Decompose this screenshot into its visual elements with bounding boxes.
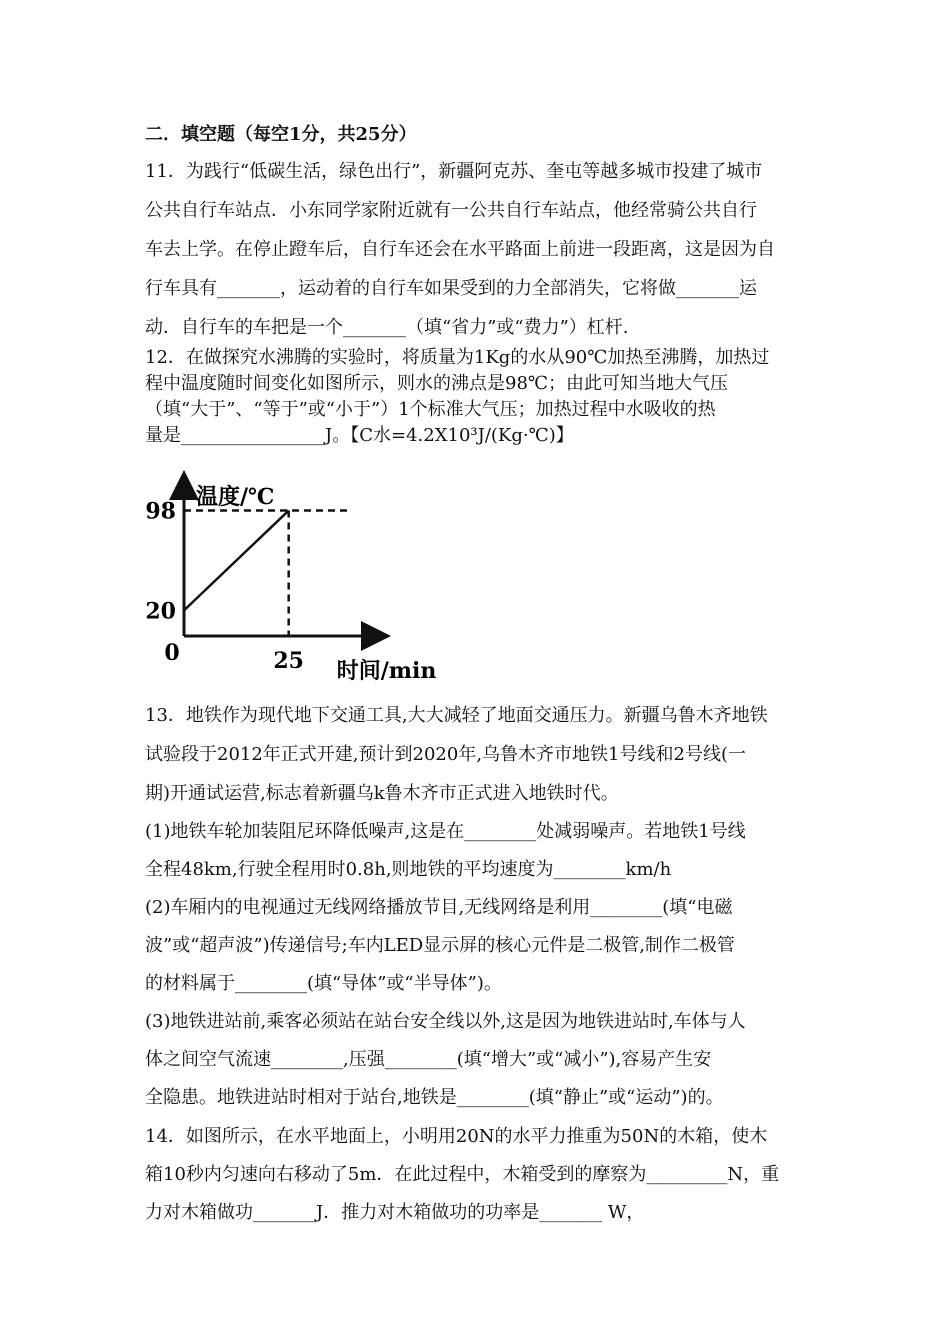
q11-line: 动．自行车的车把是一个_______（填“省力”或“费力”）杠杆. [145,317,629,338]
y-tick-label: 98 [145,498,176,525]
q12-line: 程中温度随时间变化如图所示，则水的沸点是98℃；由此可知当地大气压 [145,373,729,394]
q14-line: 力对木箱做功_______J．推力对木箱做功的功率是_______ W， [145,1202,645,1223]
q12-line: 量是________________J。【C水=4.2X10³J/(Kg·℃)】 [145,425,574,446]
q13-line: 体之间空气流速________,压强________(填“增大”或“减小”),容易产生安 [145,1049,712,1070]
y-axis-label: 温度/℃ [196,484,275,510]
x-axis-label: 时间/min [336,658,437,684]
y-tick-label: 20 [145,598,176,625]
q13-line: 全隐患。地铁进站时相对于站台,地铁是________(填“静止”或“运动”)的。 [145,1087,724,1108]
q13-line: (1)地铁车轮加装阻尼环降低噪声,这是在________处减弱噪声。若地铁1号线 [145,821,746,842]
q13-line: 试验段于2012年正式开建,预计到2020年,乌鲁木齐市地铁1号线和2号线(一 [145,744,746,765]
temperature-time-chart [140,468,437,688]
q13-line: (2)车厢内的电视通过无线网络播放节目,无线网络是利用________(填“电磁 [145,897,733,918]
q14-line: 14．如图所示，在水平地面上，小明用20N的水平力推重为50N的木箱，使木 [145,1126,768,1147]
q12-line: （填“大于”、“等于”或“小于”）1个标准大气压；加热过程中水吸收的热 [145,399,716,420]
q12-line: 12．在做探究水沸腾的实验时，将质量为1Kg的水从90℃加热至沸腾，加热过 [145,347,770,368]
q11-line: 公共自行车站点．小东同学家附近就有一公共自行车站点，他经常骑公共自行 [145,200,757,221]
x-tick-label: 0 [164,640,180,666]
section-title: 二．填空题（每空1分，共25分） [145,124,417,145]
series-line-heating [184,511,289,611]
q11-line: 11．为践行“低碳生活，绿色出行”，新疆阿克苏、奎屯等越多城市投建了城市 [145,161,763,182]
q13-line: 全程48km,行驶全程用时0.8h,则地铁的平均速度为________km/h [145,859,672,880]
q13-line: (3)地铁进站前,乘客必须站在站台安全线以外,这是因为地铁进站时,车体与人 [145,1011,746,1032]
x-tick-label: 25 [273,648,304,674]
q11-line: 车去上学。在停止蹬车后，自行车还会在水平路面上前进一段距离，这是因为自 [145,239,775,260]
q13-line: 的材料属于________(填“导体”或“半导体”)。 [145,973,502,994]
series [184,511,289,611]
q13-line: 期)开通试运营,标志着新疆乌k鲁木齐市正式进入地铁时代。 [145,783,619,804]
tick-labels [145,499,304,674]
q11-line: 行车具有_______，运动着的自行车如果受到的力全部消失，它将做_______运 [145,278,757,299]
q13-line: 13．地铁作为现代地下交通工具,大大减轻了地面交通压力。新疆乌鲁木齐地铁 [145,705,768,726]
q13-line: 波”或“超声波”)传递信号;车内LED显示屏的核心元件是二极管,制作二极管 [145,935,735,956]
q14-line: 箱10秒内匀速向右移动了5m．在此过程中，木箱受到的摩察为_________N，重 [145,1164,780,1185]
